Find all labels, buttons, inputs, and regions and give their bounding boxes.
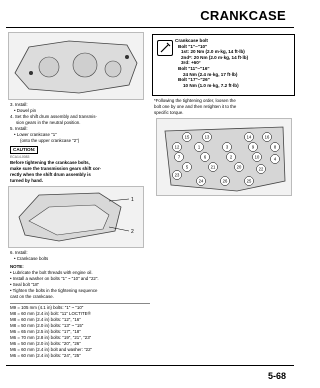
bolt-number-label: 10 <box>254 154 260 160</box>
bolt-list-item: M9 = 105 mm (4.1 in) bolts: "1" ~ "10" <box>10 305 84 310</box>
caution-line3: rectly when the shift drum assembly is <box>10 172 91 177</box>
bolt-sequence-illustration <box>156 118 292 196</box>
spec-row: Crankcase bolt <box>175 38 208 43</box>
torque-wrench-icon <box>157 40 173 56</box>
spec-row: 10 Nm (1.0 m·kg, 7.2 ft·lb) <box>183 82 239 88</box>
bolt-list-item: M6 = 60 mm (2.4 in) bolt and washer: "22" <box>10 347 93 352</box>
step-3: 3. Install: <box>10 102 28 107</box>
footer-rule <box>6 365 294 366</box>
bolt-number-label: 13 <box>204 134 210 140</box>
spec-row: 2nd*: 20 Nm (2.0 m·kg, 14 ft·lb) <box>181 54 249 60</box>
caution-line4: turned by hand. <box>10 178 43 183</box>
note-item: • Lubricate the bolt threads with engine oil. <box>10 270 93 275</box>
bolt-number-label: 25 <box>246 178 252 184</box>
caution-line1: Before tightening the crankcase bolts, <box>10 160 90 165</box>
note-item: • Install a washer on bolts "1" ~ "10" and "22". <box>10 276 99 281</box>
step-6: 6. Install: <box>10 250 28 255</box>
bolt-number-label: 4 <box>273 156 277 162</box>
note-item: cast on the crankcase. <box>10 294 54 299</box>
spec-row: Bolt "1"~"10" <box>178 43 208 49</box>
bolt-number-label: 14 <box>246 134 252 140</box>
bolt-number-label: 16 <box>264 134 270 140</box>
bolt-number-label: 8 <box>273 144 277 150</box>
bolt-list-item: M8 = 60 mm (2.4 in) bolts: "12", "16" <box>10 317 81 322</box>
bolt-number-label: 21 <box>210 164 216 170</box>
spec-row: 3rd: +60° <box>181 60 201 66</box>
crankcase-illustration-top <box>8 32 144 100</box>
page-title: CRANKCASE <box>200 8 286 23</box>
note-label: NOTE: <box>10 264 24 269</box>
bolt-list-item: M6 = 60 mm (2.4 in) bolts: "24", "25" <box>10 353 81 358</box>
bolt-list-item: M6 = 70 mm (2.8 in) bolts: "19", "21", "23" <box>10 335 92 340</box>
crankcase-illustration-mid <box>8 186 144 248</box>
bolt-list-item: M8 = 60 mm (2.4 in) bolt: "11" LOCTITE® <box>10 311 91 316</box>
bolt-number-label: 1 <box>197 144 201 150</box>
left-column-upper <box>10 102 148 184</box>
step-5-note: (onto the upper crankcase "2") <box>20 138 80 143</box>
step-4-line2: sion gears in the neutral position. <box>16 120 81 125</box>
bolt-number-label: 15 <box>184 134 190 140</box>
spec-row: Bolt "11"~"16" <box>178 65 210 71</box>
bolt-number-label: 12 <box>174 144 180 150</box>
spec-row: 24 Nm (2.4 m·kg, 17 ft·lb) <box>183 71 238 77</box>
step-5: 5. Install: <box>10 126 28 131</box>
bolt-number-label: 3 <box>225 144 229 150</box>
bolt-number-label: 23 <box>174 172 180 178</box>
bolt-number-label: 7 <box>177 154 181 160</box>
crankcase-top-drawing <box>9 33 143 99</box>
callout-2: 2 <box>131 229 134 235</box>
crankcase-mid-drawing <box>9 187 143 247</box>
bolt-number-label: 20 <box>236 164 242 170</box>
bolt-number-label: 5 <box>185 164 189 170</box>
torque-spec-text <box>175 38 248 88</box>
bolt-list <box>10 303 150 359</box>
bolt-number-label: 2 <box>229 154 233 160</box>
caution-line2: make sure the transmission gears shift cor- <box>10 166 102 171</box>
header-rule <box>6 27 294 28</box>
note-list <box>10 270 150 300</box>
bolt-number-label: 9 <box>251 144 255 150</box>
step-4-line1: 4. Set the shift drum assembly and transmis- <box>10 114 97 119</box>
footnote-line2: bolt one by one and then retighten it to the <box>154 104 237 109</box>
left-column-lower <box>10 250 150 359</box>
footnote-line3: specific torque. <box>154 110 184 115</box>
step-6-item: • Crankcase bolts <box>14 256 49 261</box>
bolt-number-label: 22 <box>258 166 264 172</box>
torque-spec-box <box>152 34 295 96</box>
bolt-list-item: M8 = 50 mm (2.0 in) bolts: "13" ~ "15" <box>10 323 84 328</box>
step-3-item: • Dowel pin <box>14 108 37 113</box>
callout-1: 1 <box>131 197 134 203</box>
right-footnote <box>154 98 294 116</box>
step-5-item: • Lower crankcase "1" <box>14 132 57 137</box>
caution-code: ECA14-0083 <box>10 155 30 159</box>
bolt-number-label: 24 <box>198 178 204 184</box>
bolt-number-label: 6 <box>203 154 207 160</box>
page-number: 5-68 <box>267 371 286 381</box>
bolt-number-label: 26 <box>222 178 228 184</box>
footnote-line1: *Following the tightening order, loosen the <box>154 98 236 103</box>
bolt-sequence-drawing <box>157 119 291 195</box>
bolt-list-item: M6 = 50 mm (2.0 in) bolts: "20", "26" <box>10 341 81 346</box>
note-item: • Tighten the bolts in the tightening sequence <box>10 288 98 293</box>
note-item: • Seal bolt "18" <box>10 282 40 287</box>
bolt-list-item: M6 = 65 mm (2.5 in) bolts: "17", "18" <box>10 329 81 334</box>
spec-row: Bolt "17"~"26" <box>178 77 210 83</box>
caution-label: CAUTION: <box>10 146 38 154</box>
spec-row: 1st: 20 Nm (2.0 m·kg, 14 ft·lb) <box>181 49 245 55</box>
